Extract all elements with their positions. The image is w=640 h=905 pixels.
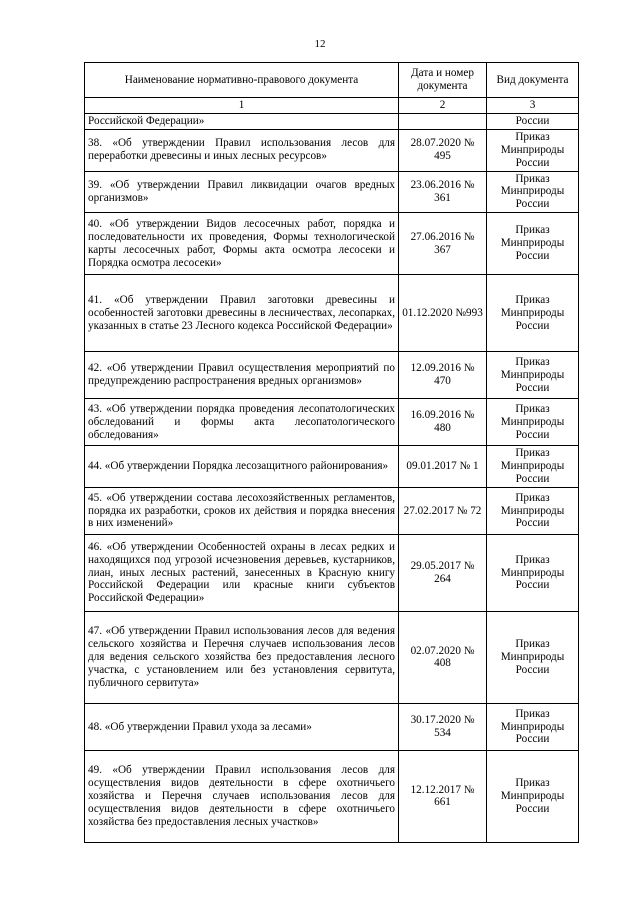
document-date: 29.05.2017 № 264 — [399, 534, 487, 611]
document-date: 28.07.2020 № 495 — [399, 129, 487, 171]
document-date — [399, 113, 487, 129]
table-row — [85, 275, 579, 352]
document-date: 16.09.2016 № 480 — [399, 399, 487, 446]
continuation-row — [85, 113, 579, 129]
document-date: 12.09.2016 № 470 — [399, 352, 487, 399]
table-row — [85, 611, 579, 703]
document-name: 47. «Об утверждении Правил использования лесов для ведения сельского хозяйства и Перечня случаев использования лесов для ведения сельского хозяйства без предоставления лесного участка, с установлением или без установления сервитута, публичного сервитута» — [85, 611, 399, 703]
document-type: Приказ Минприроды России — [487, 213, 579, 275]
table-header-row — [85, 63, 579, 98]
document-table — [84, 62, 579, 843]
document-type: Приказ Минприроды России — [487, 446, 579, 488]
header-type: Вид документа — [487, 63, 579, 98]
document-name: 48. «Об утверждении Правил ухода за лесами» — [85, 703, 399, 750]
table-row — [85, 171, 579, 213]
document-name: 45. «Об утверждении состава лесохозяйственных регламентов, порядка их разработки, сроков их действия и порядка внесения в них изменений» — [85, 487, 399, 534]
document-type: России — [487, 113, 579, 129]
document-date: 23.06.2016 № 361 — [399, 171, 487, 213]
document-type: Приказ Минприроды России — [487, 703, 579, 750]
document-name: 39. «Об утверждении Правил ликвидации очагов вредных организмов» — [85, 171, 399, 213]
document-type: Приказ Минприроды России — [487, 750, 579, 842]
table-row — [85, 703, 579, 750]
document-date: 09.01.2017 № 1 — [399, 446, 487, 488]
table-row — [85, 534, 579, 611]
document-type: Приказ Минприроды России — [487, 129, 579, 171]
header-name: Наименование нормативно-правового документа — [85, 63, 399, 98]
document-date: 02.07.2020 № 408 — [399, 611, 487, 703]
document-date: 27.02.2017 № 72 — [399, 487, 487, 534]
document-name: 49. «Об утверждении Правил использования лесов для осуществления видов деятельности в сфере охотничьего хозяйства и Перечня случаев использования лесов для осуществления видов деятельности в сфере охотничьего хозяйства без предоставления лесных участков» — [85, 750, 399, 842]
document-name: 44. «Об утверждении Порядка лесозащитного районирования» — [85, 446, 399, 488]
document-type: Приказ Минприроды России — [487, 352, 579, 399]
document-type: Приказ Минприроды России — [487, 534, 579, 611]
document-date: 01.12.2020 №993 — [399, 275, 487, 352]
table-row — [85, 129, 579, 171]
table-row — [85, 399, 579, 446]
document-name: 41. «Об утверждении Правил заготовки древесины и особенностей заготовки древесины в лесничествах, лесопарках, указанных в статье 23 Лесного кодекса Российской Федерации» — [85, 275, 399, 352]
document-name: Российской Федерации» — [85, 113, 399, 129]
header-date: Дата и номер документа — [399, 63, 487, 98]
document-type: Приказ Минприроды России — [487, 487, 579, 534]
page-number: 12 — [314, 38, 326, 50]
table-row — [85, 750, 579, 842]
document-type: Приказ Минприроды России — [487, 171, 579, 213]
column-number: 1 — [85, 98, 399, 114]
table-row — [85, 213, 579, 275]
document-date: 12.12.2017 № 661 — [399, 750, 487, 842]
table-row — [85, 352, 579, 399]
document-type: Приказ Минприроды России — [487, 399, 579, 446]
document-name: 46. «Об утверждении Особенностей охраны в лесах редких и находящихся под угрозой исчезновения деревьев, кустарников, лиан, иных лесных растений, занесенных в Красную книгу Российской Федерации или красные книги субъектов Российской Федерации» — [85, 534, 399, 611]
document-name: 38. «Об утверждении Правил использования лесов для переработки древесины и иных лесных ресурсов» — [85, 129, 399, 171]
document-name: 40. «Об утверждении Видов лесосечных работ, порядка и последовательности их проведения, Формы технологической карты лесосечных работ, Формы акта осмотра лесосеки и Порядка осмотра лесосеки» — [85, 213, 399, 275]
column-number: 3 — [487, 98, 579, 114]
document-date: 27.06.2016 № 367 — [399, 213, 487, 275]
document-date: 30.17.2020 № 534 — [399, 703, 487, 750]
document-type: Приказ Минприроды России — [487, 611, 579, 703]
document-type: Приказ Минприроды России — [487, 275, 579, 352]
table-row — [85, 446, 579, 488]
document-name: 43. «Об утверждении порядка проведения лесопатологических обследований и формы акта лесопатологического обследования» — [85, 399, 399, 446]
column-number: 2 — [399, 98, 487, 114]
column-number-row — [85, 98, 579, 114]
document-name: 42. «Об утверждении Правил осуществления мероприятий по предупреждению распространения вредных организмов» — [85, 352, 399, 399]
table-row — [85, 487, 579, 534]
